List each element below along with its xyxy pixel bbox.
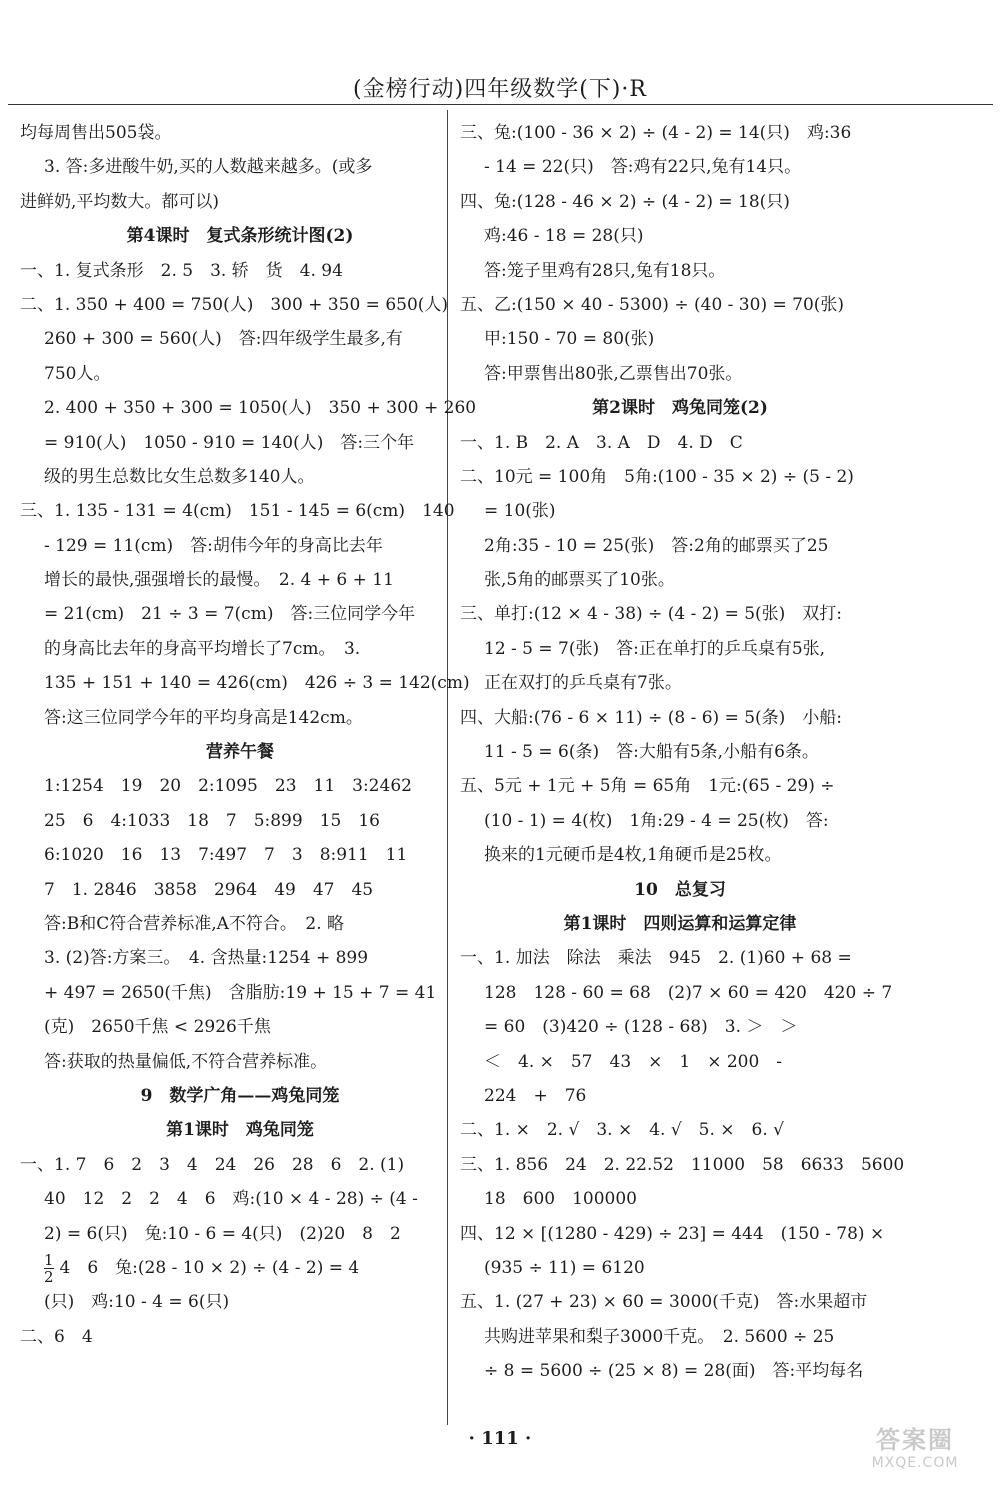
right-column: [460, 116, 905, 1388]
text-line: 二、10元 = 100角 5角:(100 - 35 × 2) ÷ (5 - 2): [460, 466, 854, 487]
text-line: = 10(张): [484, 501, 556, 522]
text-line: 四、兔:(128 - 46 × 2) ÷ (4 - 2) = 18(只): [460, 191, 790, 212]
text-line: 甲:150 - 70 = 80(张): [484, 329, 655, 350]
text-line: (克) 2650千焦 < 2926千焦: [44, 1017, 271, 1038]
text-line: 40 12 2 2 4 6 鸡:(10 × 4 - 28) ÷ (4 -: [44, 1189, 418, 1210]
text-line: 答:甲票售出80张,乙票售出70张。: [484, 363, 743, 384]
text-line: 三、1. 856 24 2. 22.52 11000 58 6633 5600: [460, 1154, 905, 1175]
text-line: 6:1020 16 13 7:497 7 3 8:911 11: [44, 845, 408, 866]
text-line: [20, 1251, 460, 1285]
text-line: ＜ 4. × 57 43 × 1 × 200 -: [484, 1051, 783, 1072]
text-line: 均每周售出505袋。: [20, 123, 172, 143]
watermark-url: MXQE.COM: [871, 1455, 959, 1471]
text-line: 换来的1元硬币是4枚,1角硬币是25枚。: [484, 845, 782, 866]
chapter-heading: 9 数学广角——鸡兔同笼: [140, 1085, 340, 1106]
text-line: 二、6 4: [20, 1326, 93, 1347]
text-line: 三、1. 135 - 131 = 4(cm) 151 - 145 = 6(cm) 140: [20, 501, 455, 522]
text-line: 鸡:46 - 18 = 28(只): [484, 226, 644, 247]
text-line: + 497 = 2650(千焦) 含脂肪:19 + 15 + 7 = 41: [44, 982, 437, 1003]
text-line: 张,5角的邮票买了10张。: [484, 570, 675, 591]
section-heading: 第2课时 鸡兔同笼(2): [592, 398, 768, 419]
text-line: 224 + 76: [484, 1085, 587, 1106]
fraction-numerator: 1: [44, 1250, 54, 1269]
text-line: 共购进苹果和梨子3000千克。 2. 5600 ÷ 25: [484, 1326, 835, 1347]
text-line: 一、1. 7 6 2 3 4 24 26 28 6 2. (1): [20, 1154, 405, 1175]
section-heading: 第1课时 鸡兔同笼: [166, 1120, 314, 1141]
text-line: 一、1. B 2. A 3. A D 4. D C: [460, 432, 743, 453]
text-line: 进鲜奶,平均数大。都可以): [20, 191, 220, 212]
section-heading: 第1课时 四则运算和运算定律: [563, 913, 797, 934]
watermark-logo: [840, 1420, 990, 1492]
text-line: 1:1254 19 20 2:1095 23 11 3:2462: [44, 776, 412, 797]
left-column: [20, 116, 477, 1354]
text-line: - 129 = 11(cm) 答:胡伟今年的身高比去年: [44, 535, 383, 556]
header-rule: [8, 104, 993, 105]
text-line: (只) 鸡:10 - 4 = 6(只): [44, 1292, 230, 1313]
text-line: 二、1. × 2. √ 3. × 4. √ 5. × 6. √: [460, 1120, 784, 1141]
text-line: 7 1. 2846 3858 2964 49 47 45: [44, 879, 374, 900]
text-line: 答:B和C符合营养标准,A不符合。 2. 略: [44, 913, 345, 934]
text-line: 750人。: [44, 363, 111, 384]
text-line: 答:笼子里鸡有28只,兔有18只。: [484, 260, 726, 281]
text-line: 128 128 - 60 = 68 (2)7 × 60 = 420 420 ÷ 7: [484, 982, 893, 1003]
text-line: 二、1. 350 + 400 = 750(人) 300 + 350 = 650(人): [20, 294, 449, 315]
text-line: 一、1. 复式条形 2. 5 3. 轿 货 4. 94: [20, 260, 343, 281]
section-heading: 第4课时 复式条形统计图(2): [126, 226, 354, 247]
text-line: = 910(人) 1050 - 910 = 140(人) 答:三个年: [44, 432, 415, 453]
fraction-line-text: 4 6 兔:(28 - 10 × 2) ÷ (4 - 2) = 4: [59, 1257, 360, 1278]
text-line: 答:这三位同学今年的平均身高是142cm。: [44, 707, 363, 728]
text-line: - 14 = 22(只) 答:鸡有22只,兔有14只。: [484, 157, 802, 178]
text-line: 四、大船:(76 - 6 × 11) ÷ (8 - 6) = 5(条) 小船:: [460, 707, 843, 728]
text-line: (10 - 1) = 4(枚) 1角:29 - 4 = 25(枚) 答:: [484, 810, 829, 831]
text-line: 12 - 5 = 7(张) 答:正在单打的乒乓桌有5张,: [484, 638, 826, 659]
text-line: 25 6 4:1033 18 7 5:899 15 16: [44, 810, 380, 831]
text-line: 三、单打:(12 × 4 - 38) ÷ (4 - 2) = 5(张) 双打:: [460, 604, 843, 625]
watermark-title: 答案圈: [876, 1426, 954, 1454]
text-line: = 60 (3)420 ÷ (128 - 68) 3. ＞ ＞: [484, 1017, 798, 1038]
header-title: (金榜行动)四年级数学(下)·R: [353, 77, 647, 102]
text-line: 11 - 5 = 6(条) 答:大船有5条,小船有6条。: [484, 742, 819, 763]
text-line: = 21(cm) 21 ÷ 3 = 7(cm) 答:三位同学今年: [44, 604, 416, 625]
section-heading: 营养午餐: [206, 742, 274, 763]
page-number: · 111 ·: [468, 1428, 532, 1449]
text-line: 五、5元 + 1元 + 5角 = 65角 1元:(65 - 29) ÷: [460, 776, 835, 797]
text-line: 2. 400 + 350 + 300 = 1050(人) 350 + 300 + 260: [44, 398, 477, 419]
text-line: 五、乙:(150 × 40 - 5300) ÷ (40 - 30) = 70(张): [460, 294, 845, 315]
text-line: 三、兔:(100 - 36 × 2) ÷ (4 - 2) = 14(只) 鸡:36: [460, 123, 852, 143]
text-line: 一、1. 加法 除法 乘法 945 2. (1)60 + 68 =: [460, 948, 852, 969]
text-line: 2角:35 - 10 = 25(张) 答:2角的邮票买了25: [484, 535, 829, 556]
text-line: 答:获取的热量偏低,不符合营养标准。: [44, 1051, 328, 1072]
text-line: 增长的最快,强强增长的最慢。 2. 4 + 6 + 11: [44, 570, 394, 591]
text-line: 2) = 6(只) 兔:10 - 6 = 4(只) (2)20 8 2: [44, 1223, 401, 1244]
text-line: 3. 答:多进酸牛奶,买的人数越来越多。(或多: [44, 157, 373, 178]
text-line: 五、1. (27 + 23) × 60 = 3000(千克) 答:水果超市: [460, 1292, 868, 1313]
fraction-denominator: 2: [44, 1267, 54, 1286]
fraction: [44, 1252, 54, 1285]
text-line: ÷ 8 = 5600 ÷ (25 × 8) = 28(面) 答:平均每名: [484, 1361, 864, 1382]
text-line: 四、12 × [(1280 - 429) ÷ 23] = 444 (150 - 78) ×: [460, 1223, 885, 1244]
text-line: 135 + 151 + 140 = 426(cm) 426 ÷ 3 = 142(cm): [44, 673, 470, 694]
text-line: 的身高比去年的身高平均增长了7cm。 3.: [44, 638, 361, 659]
text-line: 260 + 300 = 560(人) 答:四年级学生最多,有: [44, 329, 403, 350]
text-line: 18 600 100000: [484, 1189, 637, 1210]
text-line: 3. (2)答:方案三。 4. 含热量:1254 + 899: [44, 948, 369, 969]
text-line: 级的男生总数比女生总数多140人。: [44, 466, 315, 487]
chapter-heading: 10 总复习: [634, 879, 726, 900]
text-line: 正在双打的乒乓桌有7张。: [484, 673, 682, 694]
text-line: (935 ÷ 11) = 6120: [484, 1257, 645, 1278]
